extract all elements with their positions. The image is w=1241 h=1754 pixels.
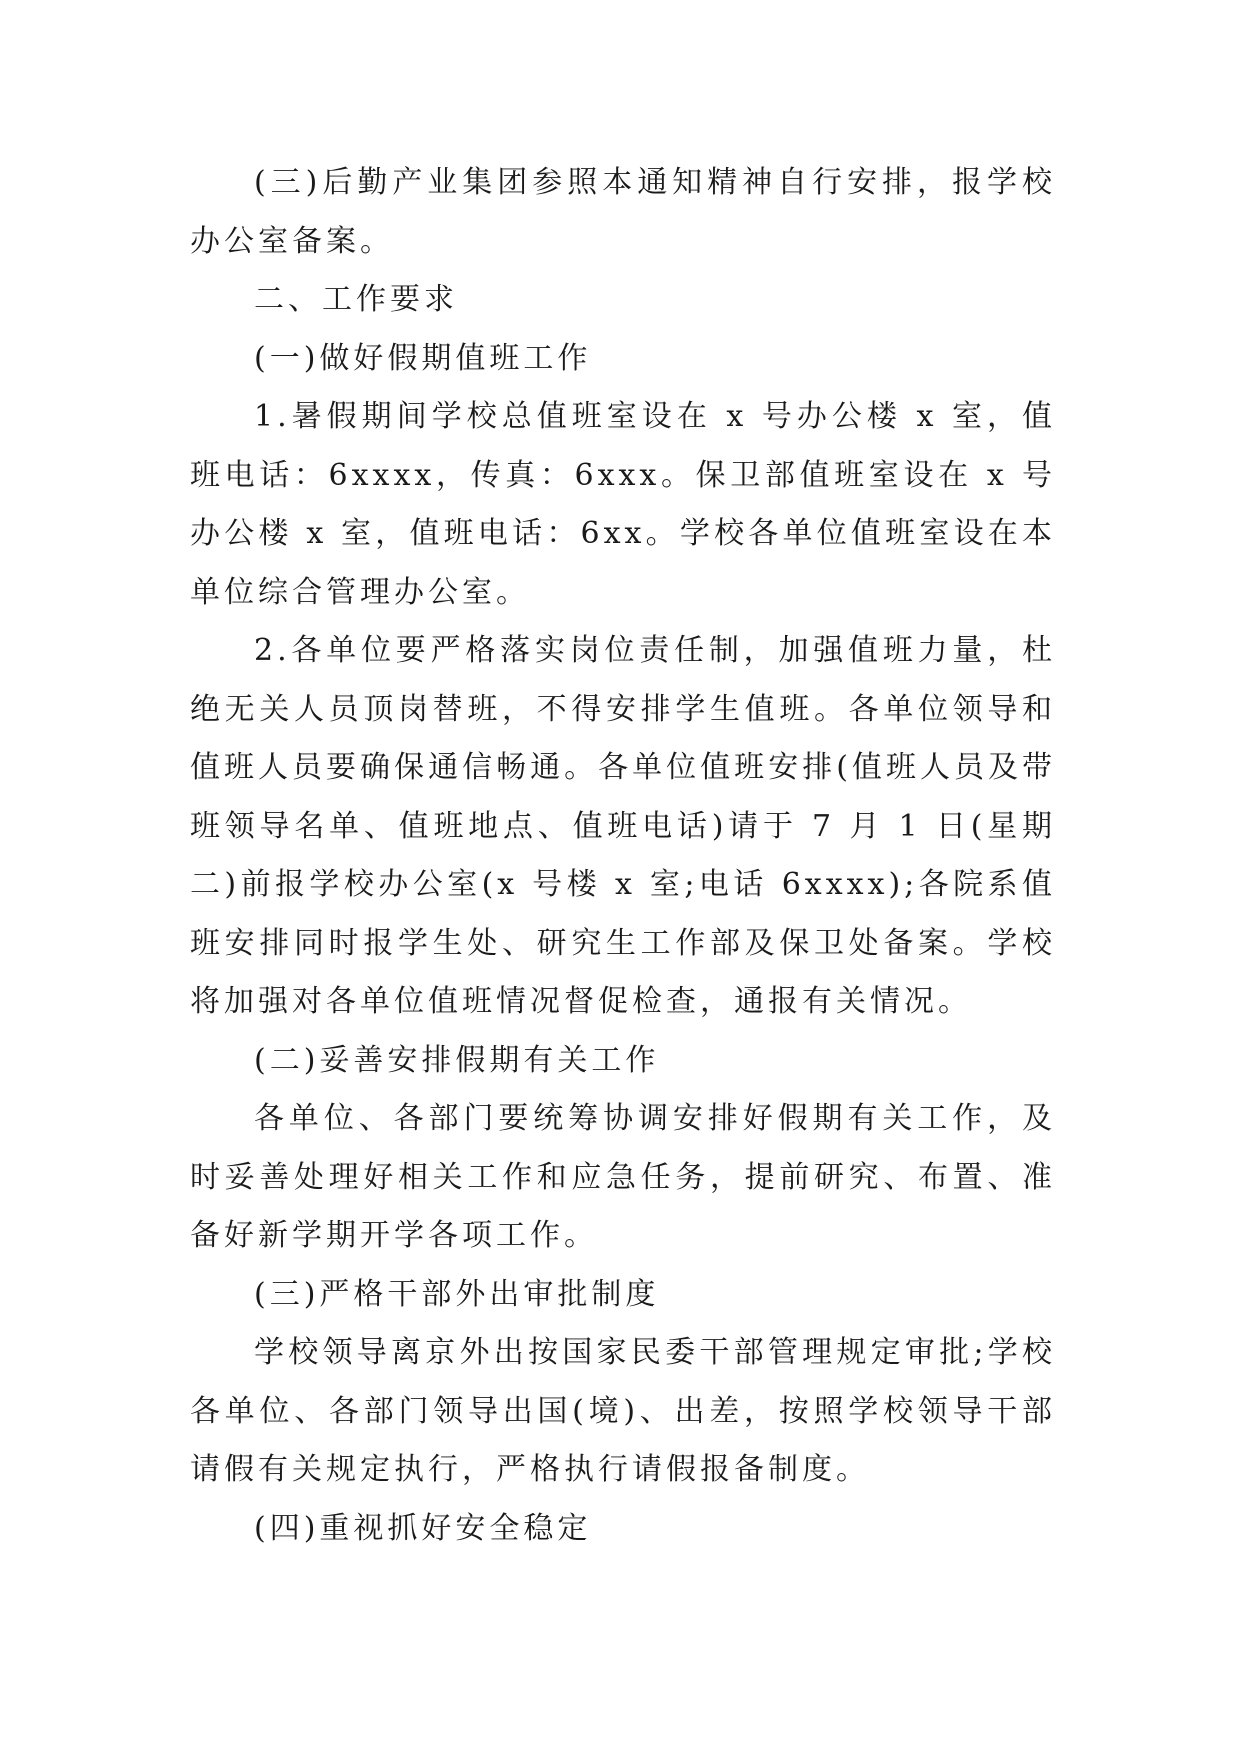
document-body [190, 154, 1056, 1558]
subheading-duty-work: (一)做好假期值班工作 [254, 340, 592, 376]
paragraph-holiday-work: 各单位、各部门要统筹协调安排好假期有关工作，及时妥善处理好相关工作和应急任务，提前研究、布置、准备好新学期开学各项工作。 [190, 1101, 1056, 1253]
subheading-holiday-work: (二)妥善安排假期有关工作 [254, 1042, 660, 1078]
subheading-safety-stability: (四)重视抓好安全稳定 [254, 1510, 592, 1546]
paragraph-duty-responsibility: 2.各单位要严格落实岗位责任制，加强值班力量，杜绝无关人员顶岗替班，不得安排学生值班。各单位领导和值班人员要确保通信畅通。各单位值班安排(值班人员及带班领导名单、值班地点、值班电话)请于 7 月 1 日(星期二)前报学校办公室(x 号楼 x 室;电话 6xxxx);各院系值班安排同时报学生处、研究生工作部及保卫处备案。学校将加强对各单位值班情况督促检查，通报有关情况。 [190, 633, 1056, 1019]
paragraph-logistics-group: (三)后勤产业集团参照本通知精神自行安排，报学校办公室备案。 [190, 165, 1056, 259]
paragraph-cadre-approval: 学校领导离京外出按国家民委干部管理规定审批;学校各单位、各部门领导出国(境)、出差，按照学校领导干部请假有关规定执行，严格执行请假报备制度。 [190, 1335, 1056, 1487]
paragraph-duty-office: 1.暑假期间学校总值班室设在 x 号办公楼 x 室，值班电话：6xxxx，传真：6xxx。保卫部值班室设在 x 号办公楼 x 室，值班电话：6xx。学校各单位值班室设在本单位综合管理办公室。 [190, 399, 1056, 610]
subheading-cadre-approval: (三)严格干部外出审批制度 [254, 1276, 660, 1312]
section-heading-work-requirements: 二、工作要求 [254, 282, 458, 317]
